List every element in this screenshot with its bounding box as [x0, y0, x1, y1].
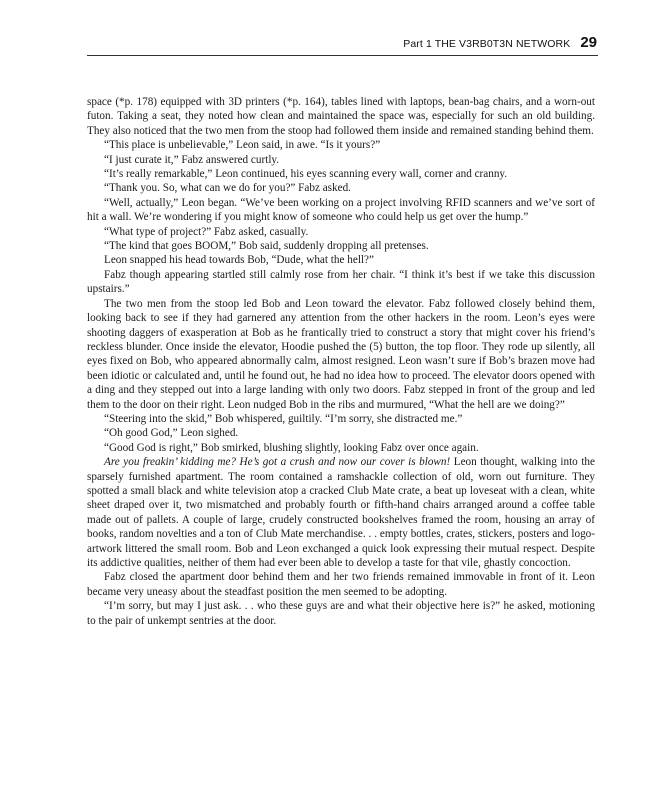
paragraph: [87, 455, 595, 570]
paragraph: “Thank you. So, what can we do for you?” Fabz asked.: [104, 182, 351, 195]
paragraph: Leon snapped his head towards Bob, “Dude, what the hell?”: [104, 254, 374, 267]
body-text: [87, 95, 595, 628]
page-number: 29: [580, 34, 597, 51]
paragraph: space (*p. 178) equipped with 3D printers (*p. 164), tables lined with laptops, bean-bag chairs, and a worn-out futon. Taking a seat, they noted how clean and maintained the space was, especially for such an old building. They also noticed that the two men from the stoop had followed them inside and remained standing behind them.: [87, 96, 595, 137]
paragraph: Fabz though appearing startled still calmly rose from her chair. “I think it’s best if we take this discussion upstairs.”: [87, 268, 595, 296]
paragraph: “Good God is right,” Bob smirked, blushing slightly, looking Fabz over once again.: [104, 441, 479, 454]
header-rule: [87, 55, 598, 56]
paragraph: The two men from the stoop led Bob and Leon toward the elevator. Fabz followed closely behind them, looking back to see if they had garnered any attention from the other hackers in the room. Leon’s eyes were shooting daggers of exasperation at Bob as he frantically tried to construct a story that might cover his friend’s reckless blunder. Once inside the elevator, Hoodie pushed the (5) button, the top floor. They rode up silently, all eyes fixed on Bob, who appeared abnormally calm, almost resigned. Leon wasn’t sure if Bob’s brazen move had been idiotic or calculated and, until he found out, he had no idea how to proceed. The elevator doors opened with a ding and they stepped out into a large landing with only two doors. Fabz stepped in front of the group and led them to the door on their right. Leon nudged Bob in the ribs and murmured, “What the hell are we doing?”: [87, 297, 595, 411]
paragraph: “Well, actually,” Leon began. “We’ve been working on a project involving RFID scanners and we’ve sort of hit a wall. We’re wondering if you might know of someone who could help us get over the hump.”: [87, 196, 595, 224]
paragraph: “Oh good God,” Leon sighed.: [104, 427, 239, 440]
paragraph: “I just curate it,” Fabz answered curtly.: [104, 153, 280, 166]
part-title: Part 1 THE V3RB0T3N NETWORK: [403, 38, 571, 50]
italic-thought: Are you freakin’ kidding me? He’s got a crush and now our cover is blown!: [104, 456, 451, 469]
paragraph-continuation: Leon thought, walking into the sparsely furnished apartment. The room contained a ramshackle collection of old, worn out furniture. They spotted a small black and white television atop a cracked Club Mate crate, a beat up loveseat with a clean, white sheet draped over it, two mismatched and probably fourth or fifth-hand chairs arranged around a coffee table made out of pallets. A couple of large, crudely constructed bookshelves framed the room, housing an array of books, random novelties and a ton of Club Mate merchandise. . . empty bottles, crates, stickers, posters and logo-artwork littered the small room. Bob and Leon exchanged a quick look expressing their mutual respect. Despite its addictive qualities, neither of them had ever been able to develop a taste for that vile, ghastly concoction.: [87, 456, 595, 569]
paragraph: “What type of project?” Fabz asked, casually.: [104, 225, 309, 238]
paragraph: Fabz closed the apartment door behind them and her two friends remained immovable in front of it. Leon became very uneasy about the steadfast position the men seemed to be adopting.: [87, 571, 595, 598]
paragraph: “It’s really remarkable,” Leon continued, his eyes scanning every wall, corner and cranny.: [104, 168, 508, 181]
paragraph: “The kind that goes BOOM,” Bob said, suddenly dropping all pretenses.: [104, 240, 429, 253]
running-header: [300, 34, 597, 50]
paragraph: “Steering into the skid,” Bob whispered, guiltily. “I’m sorry, she distracted me.”: [104, 412, 463, 425]
paragraph: “I’m sorry, but may I just ask. . . who these guys are and what their objective here is?” he asked, motioning to the pair of unkempt sentries at the door.: [87, 600, 595, 627]
paragraph: “This place is unbelievable,” Leon said, in awe. “Is it yours?”: [104, 139, 381, 152]
